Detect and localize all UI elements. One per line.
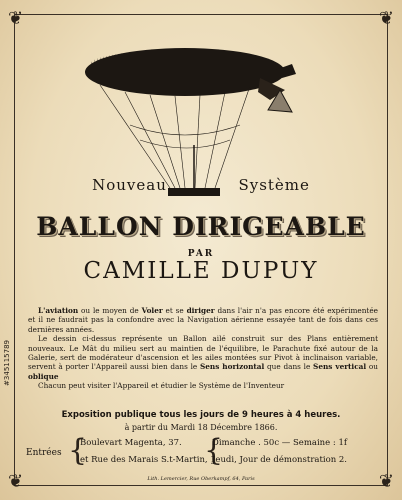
corner-ornament-bottom-right: ❦ — [378, 471, 394, 492]
address-line-1: Boulevart Magenta, 37. — [80, 438, 182, 448]
body-p1-lead: L'aviation — [38, 306, 79, 315]
brace-right: { — [204, 433, 224, 468]
heading-nouveau: Nouveau — [92, 176, 167, 194]
printer-credit: Lith. Lemercier, Rue Oberkampf, 64, Paris — [147, 476, 255, 482]
body-p2-text: Le dessin ci-dessus représente un Ballon ailé construit sur des Plans entièrement nouveaux. Le Mât du milieu sert au maintien de l'équilibre, le Parachute fixé autour de la Galerie, sert de modérateur d'ascension et les ailes montées sur Pivot à inclinaison variable, servent à porter l'Appareil aussi bien dans le — [28, 334, 378, 372]
poster-body — [28, 306, 378, 391]
body-p1-diriger: diriger — [186, 306, 215, 315]
corner-ornament-bottom-left: ❦ — [8, 471, 24, 492]
body-p2-end: ou — [366, 362, 378, 372]
entrees-label: Entrées — [26, 448, 62, 458]
brace-left: { — [68, 433, 88, 468]
body-p1-text-c: dans l'air n'a pas encore été expérimentée et il ne faudrait pas la confondre avec la Navigation aérienne essayée tant de fois dans ces dernières années. — [28, 306, 378, 334]
body-p1-text-b: et se — [162, 306, 187, 315]
par-label: PAR — [187, 249, 215, 259]
stock-watermark-id: #345115789 — [3, 340, 11, 386]
corner-ornament-top-right: ❦ — [378, 8, 394, 29]
body-p2-mid: que dans le — [264, 362, 314, 372]
price-line-1: Dimanche . 50c — Semaine : 1f — [212, 438, 348, 448]
address-line-2: et Rue des Marais S.t-Martin, 1 — [80, 455, 216, 465]
body-paragraph-2 — [28, 334, 378, 381]
body-paragraph-1 — [28, 306, 378, 334]
poster-title: BALLON DIRIGEABLE — [36, 212, 366, 241]
heading-nouveau-systeme — [0, 176, 402, 194]
body-p1-voler: Voler — [141, 306, 163, 315]
body-p2-oblique: oblique — [28, 371, 59, 381]
heading-systeme: Système — [238, 176, 310, 194]
body-p1-text-a: ou le moyen de — [78, 306, 142, 315]
airship-illustration — [70, 30, 320, 200]
body-p3-text: Chacun peut visiter l'Appareil et étudier le Système de l'Inventeur — [38, 381, 285, 391]
price-line-2: Jeudi, Jour de démonstration 2. — [212, 455, 347, 465]
exposition-line: Exposition publique tous les jours de 9 heures à 4 heures. — [61, 410, 341, 420]
corner-ornament-top-left: ❦ — [8, 8, 24, 29]
body-paragraph-3 — [28, 381, 378, 390]
exposition-date: à partir du Mardi 18 Décembre 1866. — [124, 423, 278, 432]
body-p2-horizontal: Sens horizontal — [200, 362, 265, 372]
body-p2-vertical: Sens vertical — [313, 362, 367, 372]
author-name: CAMILLE DUPUY — [83, 258, 319, 284]
